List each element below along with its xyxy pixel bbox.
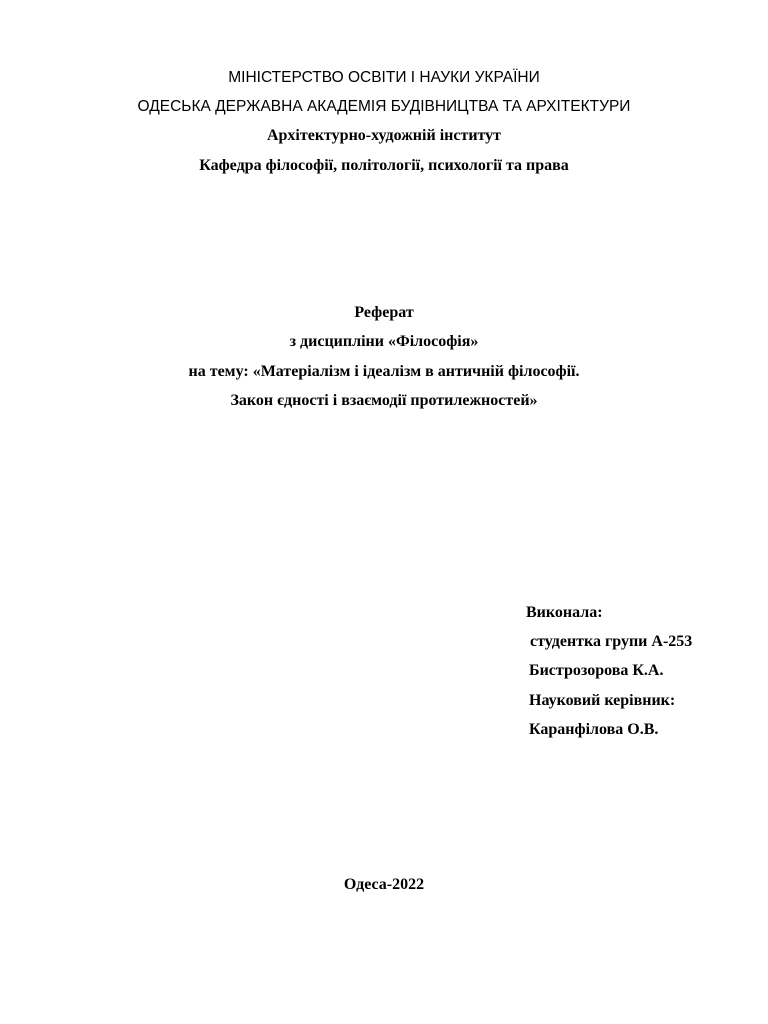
topic-line-2: Закон єдності і взаємодії протилежностей» [230,392,538,409]
student-group: студентка групи А-253 [530,633,693,650]
topic-line-1: на тему: «Матеріалізм і ідеалізм в античній філософії. [188,363,580,380]
academy-heading: ОДЕСЬКА ДЕРЖАВНА АКАДЕМІЯ БУДІВНИЦТВА ТА АРХІТЕКТУРИ [137,98,631,115]
institute-heading: Архітектурно-художній інститут [266,127,502,144]
document-type: Реферат [354,304,414,321]
performed-label: Виконала: [526,604,603,621]
student-name: Бистрозорова К.А. [529,662,664,679]
city-year: Одеса-2022 [343,876,425,893]
discipline-line: з дисципліни «Філософія» [289,333,479,350]
supervisor-label: Науковий керівник: [529,692,676,709]
supervisor-name: Каранфілова О.В. [529,721,659,738]
ministry-heading: МІНІСТЕРСТВО ОСВІТИ І НАУКИ УКРАЇНИ [228,69,540,86]
department-heading: Кафедра філософії, політології, психології та права [199,157,569,174]
